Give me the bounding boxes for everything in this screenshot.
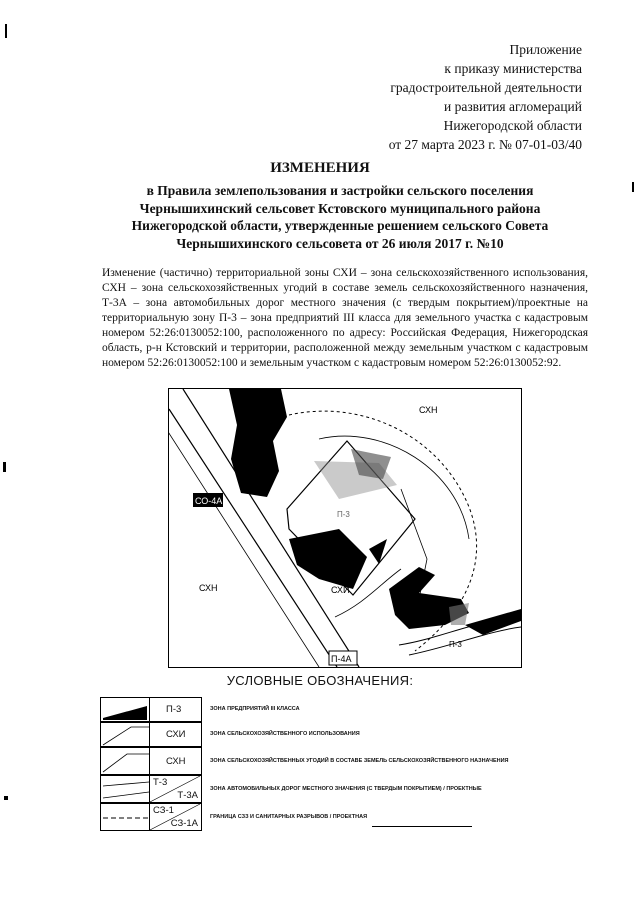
legend-title: УСЛОВНЫЕ ОБОЗНАЧЕНИЯ:	[226, 673, 414, 688]
legend-code-box	[150, 697, 202, 722]
map-label-p3-center: П-3	[337, 510, 350, 519]
legend-code: СЗ-1	[153, 805, 174, 816]
map-dark-zone	[465, 609, 521, 635]
legend-item	[100, 747, 510, 775]
subtitle-line: Чернышихинский сельсовет Кстовского муниципального района	[139, 200, 541, 216]
legend-label: ЗОНА СЕЛЬСКОХОЗЯЙСТВЕННЫХ УГОДИЙ В СОСТАВЕ ЗЕМЕЛЬ СЕЛЬСКОХОЗЯЙСТВЕННОГО НАЗНАЧЕНИЯ	[210, 757, 509, 764]
signature-line	[372, 826, 472, 827]
appendix-line: от 27 марта 2023 г. № 07-01-03/40	[388, 137, 582, 152]
scan-edge-mark-right	[632, 182, 634, 192]
appendix-line: градостроительной деятельности	[390, 80, 582, 95]
legend-item	[100, 697, 510, 722]
legend-label: ГРАНИЦА СЗЗ И САНИТАРНЫХ РАЗРЫВОВ / ПРОЕКТНАЯ	[210, 813, 368, 820]
map-label-co4a: СО-4А	[195, 496, 223, 506]
appendix-line: и развития агломераций	[443, 99, 582, 114]
map-dark-zone	[229, 389, 287, 497]
map-dark-zone	[289, 529, 367, 589]
legend-code-secondary: СЗ-1А	[170, 818, 198, 829]
subtitle-line: Чернышихинского сельсовета от 26 июля 2017 г. №10	[176, 235, 504, 251]
document-title: ИЗМЕНЕНИЯ	[270, 160, 370, 176]
map-label-cxi: СХИ	[331, 585, 350, 595]
legend-swatch	[100, 803, 150, 831]
legend-swatch	[100, 697, 150, 722]
legend-label: ЗОНА АВТОМОБИЛЬНЫХ ДОРОГ МЕСТНОГО ЗНАЧЕНИЯ (С ТВЕРДЫМ ПОКРЫТИЕМ) / ПРОЕКТНЫЕ	[210, 785, 482, 792]
map-label-p4a: П-4А	[331, 654, 352, 664]
legend-code: П-3	[166, 704, 182, 715]
subtitle-line: в Правила землепользования и застройки сельского поселения	[146, 183, 534, 198]
body-paragraph: Изменение (частично) территориальной зоны СХИ – зона сельскохозяйственного использования, СХН – зона сельскохозяйственных угодий в составе земель сельскохозяйственного назначения, Т-3А – зона автомобильных дорог местного значения (с твердым покрытием)/проектные на территориальную зону П-3 – зона предприятий III класса для земельного участка с кадастровым номером 52:26:0130052:100, расположенного по адресу: Российская Федерация, Нижегородская область, р-н Кстовский и территории, расположенной между земельным участком с кадастровым номером 52:26:0130052:100 и земельным участком с кадастровым номером 52:26:0130052:92.	[102, 267, 588, 369]
legend	[100, 697, 510, 831]
legend-swatch	[100, 722, 150, 747]
legend-label: ЗОНА СЕЛЬСКОХОЗЯЙСТВЕННОГО ИСПОЛЬЗОВАНИЯ	[210, 731, 360, 737]
scan-edge-mark-top	[5, 24, 7, 38]
appendix-line: Приложение	[509, 42, 582, 57]
legend-swatch	[100, 747, 150, 775]
legend-code-box	[150, 747, 202, 775]
legend-label: ЗОНА ПРЕДПРИЯТИЙ III КЛАССА	[210, 706, 300, 712]
scan-edge-mark-bottom	[4, 796, 8, 800]
scan-edge-mark-mid	[3, 462, 6, 472]
legend-code-box	[150, 803, 202, 831]
legend-code-box	[150, 722, 202, 747]
legend-item	[100, 775, 510, 803]
legend-code: Т-3	[153, 777, 168, 788]
legend-item	[100, 722, 510, 747]
zoning-map	[168, 388, 522, 668]
legend-code: СХИ	[166, 729, 186, 740]
map-label-cxh-top: СХН	[419, 405, 438, 415]
appendix-line: Нижегородской области	[443, 118, 582, 133]
legend-swatch	[100, 775, 150, 803]
document-subtitle	[110, 182, 570, 252]
appendix-block	[389, 40, 582, 154]
legend-code-box	[150, 775, 202, 803]
map-label-p3-right: П-3	[449, 640, 462, 649]
map-river	[409, 627, 521, 655]
map-dark-zone	[369, 539, 387, 564]
map-label-cxh-left: СХН	[199, 583, 218, 593]
subtitle-line: Нижегородской области, утвержденные решением сельского Совета	[131, 218, 549, 233]
legend-code-secondary: Т-3А	[177, 790, 198, 801]
appendix-line: к приказу министерства	[444, 61, 582, 76]
legend-code: СХН	[166, 756, 186, 767]
